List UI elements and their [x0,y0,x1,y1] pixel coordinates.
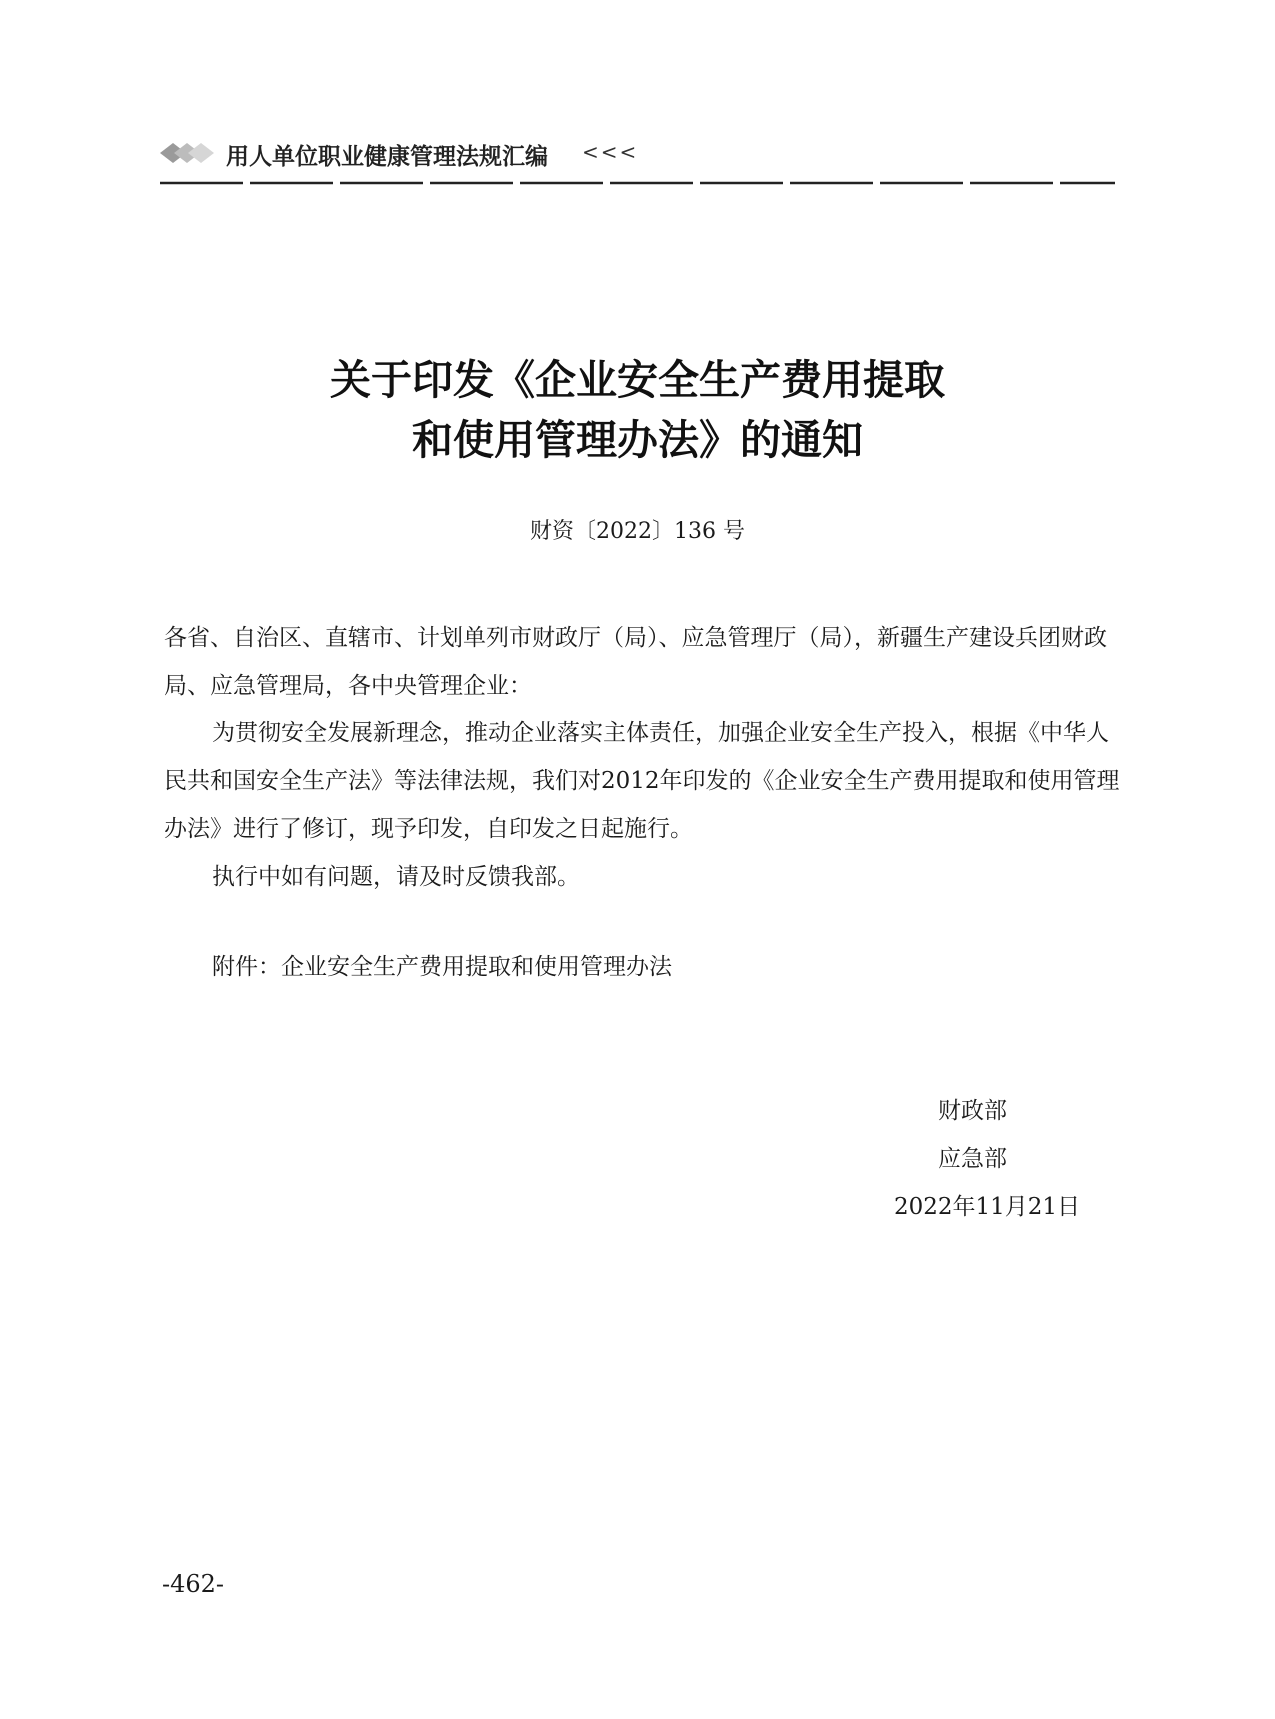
document-title-line-2: 和使用管理办法》的通知 [412,416,863,464]
attachment-line: 附件：企业安全生产费用提取和使用管理办法 [212,954,672,980]
book-title: 用人单位职业健康管理法规汇编 [226,144,548,170]
body-paragraph-1: 为贯彻安全发展新理念，推动企业落实主体责任，加强企业安全生产投入，根据《中华人民共和国安全生产法》等法律法规，我们对2012年印发的《企业安全生产费用提取和使用管理办法》进行了修订，现予印发，自印发之日起施行。 [164,720,1120,842]
body-paragraph-2: 执行中如有问题，请及时反馈我部。 [212,864,580,890]
page-number: -462- [162,1570,225,1598]
document-title-line-1: 关于印发《企业安全生产费用提取 [330,356,945,404]
addressee-paragraph: 各省、自治区、直辖市、计划单列市财政厅（局）、应急管理厅（局），新疆生产建设兵团财政局、应急管理局，各中央管理企业： [164,625,1107,699]
header-dashed-rule [160,181,1115,185]
arrow-logo-icon [160,140,220,166]
signature-org-ministry-of-finance: 财政部 [938,1098,1007,1124]
header-marks: <<< [582,140,639,164]
document-number: 财资〔2022〕136 号 [530,519,745,544]
signature-date: 2022年11月21日 [894,1194,1081,1220]
running-header [160,140,1115,190]
signature-org-emergency-ministry: 应急部 [938,1146,1007,1172]
